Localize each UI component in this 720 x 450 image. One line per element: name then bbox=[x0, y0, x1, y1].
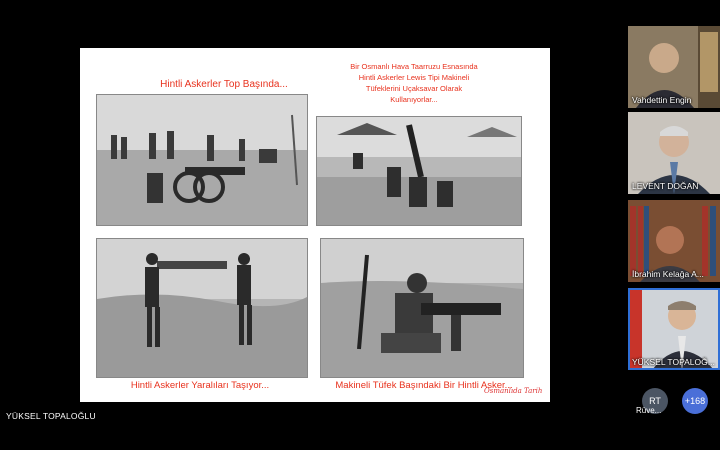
presentation-slide bbox=[80, 48, 550, 402]
caption-bottom-left: Hintli Askerler Yaralıları Taşıyor... bbox=[130, 380, 270, 391]
caption-top-left: Hintli Askerler Top Başında... bbox=[160, 79, 288, 90]
caption-line: Hintli Askerler Lewis Tipi Makineli bbox=[358, 73, 470, 82]
participant-tile[interactable] bbox=[628, 112, 720, 194]
caption-line: Kullanıyorlar... bbox=[390, 95, 438, 104]
participant-name: YÜKSEL TOPALOĞ... bbox=[632, 357, 715, 367]
participant-name: Vahdettin Engin bbox=[632, 95, 692, 105]
caption-line: Bir Osmanlı Hava Taarruzu Esnasında bbox=[350, 62, 478, 71]
caption-top-right bbox=[324, 61, 504, 105]
photo-artillery bbox=[96, 94, 308, 226]
participant-tile-active-speaker[interactable] bbox=[628, 288, 720, 370]
participant-name: İbrahim Kelağa A... bbox=[632, 269, 704, 279]
participant-name: LEVENT DOĞAN bbox=[632, 181, 699, 191]
more-participants-button[interactable]: +168 bbox=[682, 388, 708, 414]
watermark-signature: Osmanlıda Tarih bbox=[484, 387, 543, 395]
participant-avatar-label: Rüve... bbox=[636, 406, 662, 415]
participant-tile[interactable] bbox=[628, 26, 720, 108]
photo-stretcher bbox=[96, 238, 308, 378]
presenter-name: YÜKSEL TOPALOĞLU bbox=[6, 411, 96, 421]
participant-avatar-initials[interactable]: RT bbox=[642, 388, 668, 414]
photo-lewis-guns bbox=[316, 116, 522, 226]
participant-tile[interactable] bbox=[628, 200, 720, 282]
photo-machine-gun bbox=[320, 238, 524, 378]
caption-line: Tüfeklerini Uçaksavar Olarak bbox=[365, 84, 463, 93]
caption-bottom-right: Makineli Tüfek Başındaki Bir Hintli Asker... bbox=[335, 380, 513, 391]
